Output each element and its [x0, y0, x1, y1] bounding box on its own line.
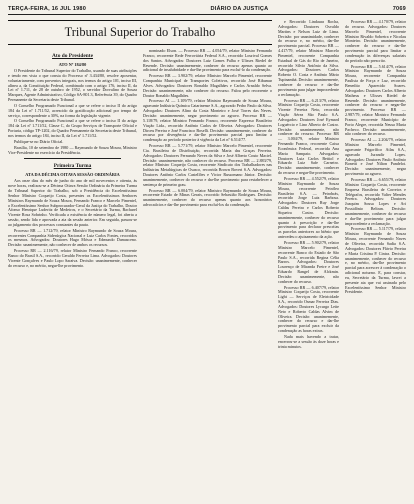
column-3	[278, 20, 339, 504]
paragraph: O Conselho Programado Funcional a que se refere o inciso II do artigo 184 da Lei nº 1.711/52, acrescido da gratificação adicional por tempo de serviço, correspondente a 30%, na forma da legislação vigente.	[8, 102, 137, 118]
column-1	[8, 49, 137, 504]
header-page-number: 7069	[392, 6, 406, 12]
paragraph: Processo RR — 1.712/79, relator Ministro Raymundo de Souza Moura, recorrentes Companhia Siderúrgica Nacional e Luiz Carlos Fontes, recorridos os mesmos. Advogados: Doutores Hugo Mósca e Edmundo Damasceno. Decisão: unanimemente, não conhecer de ambos os recursos.	[8, 227, 137, 248]
paragraph: Processo RR — 6.655/79, relator Ministro Coqueijo Costa, recorrente Empresa Brasileira de Correios e Telégrafos, recorrido Valter Mendes Pereira. Advogados: Doutores Joaquim Sousa Lopes e Ari Possidônio Beltran. Decisão: unanimemente, conhecer do recurso e dar-lhe provimento para julgar improcedente a reclamação.	[345, 177, 406, 226]
paragraph: e Recorrido Lindaura Rocha, Advogados: Doutores Osvaldo Martins e Nelson Luiz de Lima. Decisão: por unanimidade, conhecer do recurso e, no mérito, dar-lhe provimento parcial. Processo RR — 4.417/79, relator Ministro Marcelo Pimentel, recorrente Companhia Estadual de Gás do Rio de Janeiro, recorrido Sílvio Antônio da Silva. Advogados: Doutores Carlos Roberto O. Costa e Antônio Mário Tupinambá. Decisão: unanimemente, conhecer do recurso e dar-lhe provimento para julgar improcedente a reclamação.	[278, 20, 339, 97]
act-heading: Ato do Presidente	[52, 53, 93, 59]
ata-heading: ATA DA DÉCIMA OITAVA SESSÃO ORDINÁRIA	[25, 172, 120, 178]
paragraph: nominado Elson. — Processo RR — 4.054/79, relator Ministro Fernando Franco, recorrente Rede Ferroviária Federal S.A., recorrido Lourival Gomes dos Santos. Advogados: Doutores Luiz Gomes Palha e Ulisses Riedel de Resende. Decisão: unanimemente, conhecer do recurso apenas quanto ao adicional de insalubridade e dar-lhe provimento para excluí-lo da condenação.	[143, 49, 272, 73]
paragraph: Processo RR — 6.004/79, relator Ministro Raymundo de Souza Moura, recorrente Estado de Minas Gerais, recorrido Sebastião Rodrigues. Decisão: unanimemente, conhecer do recurso apenas quanto aos honorários advocatícios e dar-lhe provimento para excluí-los da condenação.	[143, 187, 272, 208]
left-columns	[8, 49, 272, 504]
section-title: Tribunal Superior do Trabalho	[64, 25, 216, 39]
left-block	[8, 20, 272, 504]
paragraph: Processo RR — 5.771/79, relator Ministro Marcelo Pimentel, recorrente Cia. Brasileira de Distribuição, recorrida Maria das Graças Ferreira. Advogados: Doutores Fernando Neves da Silva e José Alberto Couto Maciel. Decisão: unanimemente, não conhecer do recurso. Processo RR — 2.883/79, relator Ministro Coqueijo Costa, recorrente Sindicato dos Trabalhadores nas Indústrias Metalúrgicas de Osasco, recorrida Brown Boveri S.A. Advogados: Doutores Antônio Carlos Castellões e Victor Russomano Júnior. Decisão: unanimemente, conhecer do recurso e dar-lhe provimento para restabelecer a sentença de primeiro grau.	[143, 143, 272, 187]
act-subheading: ATO Nº 184/80	[58, 62, 87, 67]
paragraph: Processo AI — 2.204/79, relator Ministro Marcelo Pimentel, agravante Frigorífico Atlas S.A., agravado Jurandir Lopes. Advogados: Doutores Paulo Antônio Bonetti e José Nilton Pandelot. Decisão: unanimemente, negar provimento ao agravo.	[345, 137, 406, 177]
column-2	[143, 49, 272, 504]
paragraph: Processo RR — 6.407/79, relator Ministro Coqueijo Costa, recorrente Light — Serviços de Eletricidade S.A., recorrido Osmar Ferreira Dias. Advogados: Doutores Lycurgo Leite Neto e Roberto Caldas Alvim de Oliveira. Decisão: unanimemente, conhecer do recurso e dar-lhe provimento parcial para excluir da condenação as horas extras.	[278, 284, 339, 334]
paragraph: O Conselho Programado Funcional a que se refere o inciso II do artigo 184 da Lei nº 1.711/52, Classe C, do Grupo Serviços de Transporte Oficial e Portaria, código TP-1202, do Quadro Permanente da Secretaria deste Tribunal, nos termos do artigo 184, inciso II, da Lei nº 1.711/52.	[8, 118, 137, 138]
paragraph: Aos onze dias do mês de junho do ano de mil novecentos e oitenta, às nove horas, realizou-se a Décima Oitava Sessão Ordinária da Primeira Turma do Tribunal Superior do Trabalho, sob a Presidência do Excelentíssimo Senhor Ministro Coqueijo Costa, presentes os Excelentíssimos Senhores Ministros Raymundo de Souza Moura, Fernando Franco e Marcelo Pimentel, o Excelentíssimo Senhor Subprocurador-Geral da Justiça do Trabalho, Doutor Afonso Henrique Luderitz de Medeiros, e o Secretário da Turma, Bacharel Vicente Rosa Sobrinho. Verificada a existência de número legal, foi aberta a sessão, sendo lida e aprovada a ata da sessão anterior. Em seguida, passou-se ao julgamento dos processos constantes da pauta.	[8, 178, 137, 227]
turma-heading: Primeira Turma	[53, 163, 92, 170]
header-publication: DIÁRIO DA JUSTIÇA	[210, 6, 269, 12]
paragraph: Processo RR — 5.614/79, relator Ministro Raymundo de Souza Moura, recorrente Companhia Paulista de Força e Luz, recorrido Benedito Aparecido Soares. Advogados: Doutores Carlos Alberto Matheus e Ulisses Riedel de Resende. Decisão: unanimemente, conhecer do recurso e negar-lhe provimento. Processo RR — 2.987/79, relator Ministro Fernando Franco, recorrente Município de Porto Alegre, recorrida Neusa Maria Pacheco. Decisão: unanimemente, não conhecer do recurso.	[345, 63, 406, 137]
paragraph: O Presidente do Tribunal Superior do Trabalho, usando de suas atribuições e tendo em vista o que consta do Processo nº 3.434/80, resolve aposentar, voluntariamente, com proventos integrais, nos termos do artigo 101, inciso III, alínea a, da Constituição Federal, combinado com o artigo 176, inciso II, da Lei nº 1.711, de 28 de outubro de 1952, o servidor Dorvalino de Souza Marques, Agente Administrativo, Código SA-801.3, Referência 39, do Quadro Permanente da Secretaria deste Tribunal.	[8, 68, 137, 103]
page-header	[8, 6, 406, 15]
columns	[8, 20, 406, 504]
paragraph: Processo AI — 1.109/79, relator Ministro Raymundo de Souza Moura, agravante Indústria Química Catarinense S.A., agravado Pedro Paulo da Silva. Advogados: Doutores Alino da Costa Monteiro e José Torres das Neves. Decisão: unanimemente, negar provimento ao agravo. Processo RR — 5.118/79, relator Ministro Fernando Franco, recorrente Expresso Brasileiro Viação Ltda., recorrido Antônio Carlos de Oliveira. Advogados: Doutores Dirceu Pereira e José Francisco Boselli. Decisão: unanimemente, conhecer do recurso por divergência e dar-lhe provimento parcial para limitar a condenação ao período posterior à vigência da Lei nº 6.514/77.	[143, 98, 272, 143]
paragraph: Processo RR — 4.552/79, relator Ministro Raymundo de Souza Moura, recorrente Petróleo Brasileiro S.A. — Petrobrás, recorrido Jorge Luiz Barbosa. Advogados: Doutores Ruy Jorge Caldas Pereira e Carlos Roberto Siqueira Castro. Decisão: unanimemente, conhecer do recurso quanto à prescrição e dar-lhe provimento para declarar prescritas as parcelas anteriores ao biênio que antecedeu o ajuizamento da ação.	[278, 176, 339, 240]
paragraph: Processo RR — 4.170/79, relator do recurso. Advogados: Doutores Marcelo Pimentel, recorrente Ministro Rivaldo Sobreira e Nicolau Monteiro. Decisão: unanimemente, conhecer do recurso e dar-lhe provimento parcial para limitar a condenação às diferenças salariais do período não prescrito.	[345, 20, 406, 63]
paragraph: Publique-se no Diário Oficial.	[14, 138, 64, 144]
header-date: TERÇA-FEIRA, 16 JUL 1980	[8, 6, 87, 12]
paragraph: Processo RR — 5.902/79, relator Ministro Marcelo Pimentel, recorrente Banco do Estado de São Paulo S.A., recorrida Regina Célia Barros. Advogados: Doutores Lourenço de Miranda Freire e José Eduardo Rangel de Alckmin. Decisão: unanimemente, não conhecer do recurso.	[278, 239, 339, 284]
column-4	[345, 20, 406, 504]
divider	[24, 158, 121, 159]
paragraph: Processo RR — 6.213/79, relator Ministro Coqueijo Costa, recorrente Vicente Ferreira Neto, recorrida Viação Aérea São Paulo S.A. Advogados: Doutores José Eymard Loguércio e Lino Alberto de Castro. Decisão: unanimemente, não conhecer do recurso. Processo RR — 3.004/79, relator Ministro Fernando Franco, recorrente Caixa Econômica Federal, recorrida Ana Maria Sampaio. Advogados: Doutores Luiz Carlos Bettiol e Eduardo Luiz Safe Carneiro. Decisão: unanimemente, conhecer do recurso e negar-lhe provimento.	[278, 97, 339, 176]
paragraph: Processo RR — 2.116/79, relator Ministro Fernando Franco, recorrente Banco do Brasil S.A., recorrido Geraldo Ferreira Lima. Advogados: Doutores Vicente Gonçalves e Paulo Lopo Saraiva. Decisão: unanimemente, conhecer do recurso e, no mérito, negar-lhe provimento.	[8, 248, 137, 268]
paragraph: Processo RR — 3.902/79, relator Ministro Marcelo Pimentel, recorrente Companhia Municipal de Transportes Coletivos, recorrido José Ribamar Alves. Advogados: Doutores Ronaldo Magalhães e Carlos Arnaldo Selva. Decisão: unanimemente, não conhecer do recurso. Falou pelo recorrente o Doutor Ronaldo Magalhães.	[143, 73, 272, 98]
paragraph: Processo RR — 5.117/79, relator Ministro Raymundo de Souza Moura, recorrente Fernando Naves de Oliveira, recorrida Sadia S.A. Advogados: Doutores Flávio Pereira e Maria Cristina P. Cintra. Decisão: unanimemente, conhecer do recurso e, no mérito, dar-lhe provimento parcial para acrescer à condenação o adicional noturno. E, para constar, eu, Secretário da Turma, lavrei a presente ata que vai assinada pelo Excelentíssimo Senhor Ministro Presidente.	[345, 226, 406, 295]
paragraph: Brasília, 10 de setembro de 1980 — Raymundo de Souza Moura, Ministro Vice-Presidente no exercício da Presidência.	[8, 144, 137, 155]
section-title-box	[8, 20, 272, 45]
paragraph: Nada mais havendo a tratar, encerrou-se a sessão às doze horas e trinta minutos.	[278, 334, 339, 349]
